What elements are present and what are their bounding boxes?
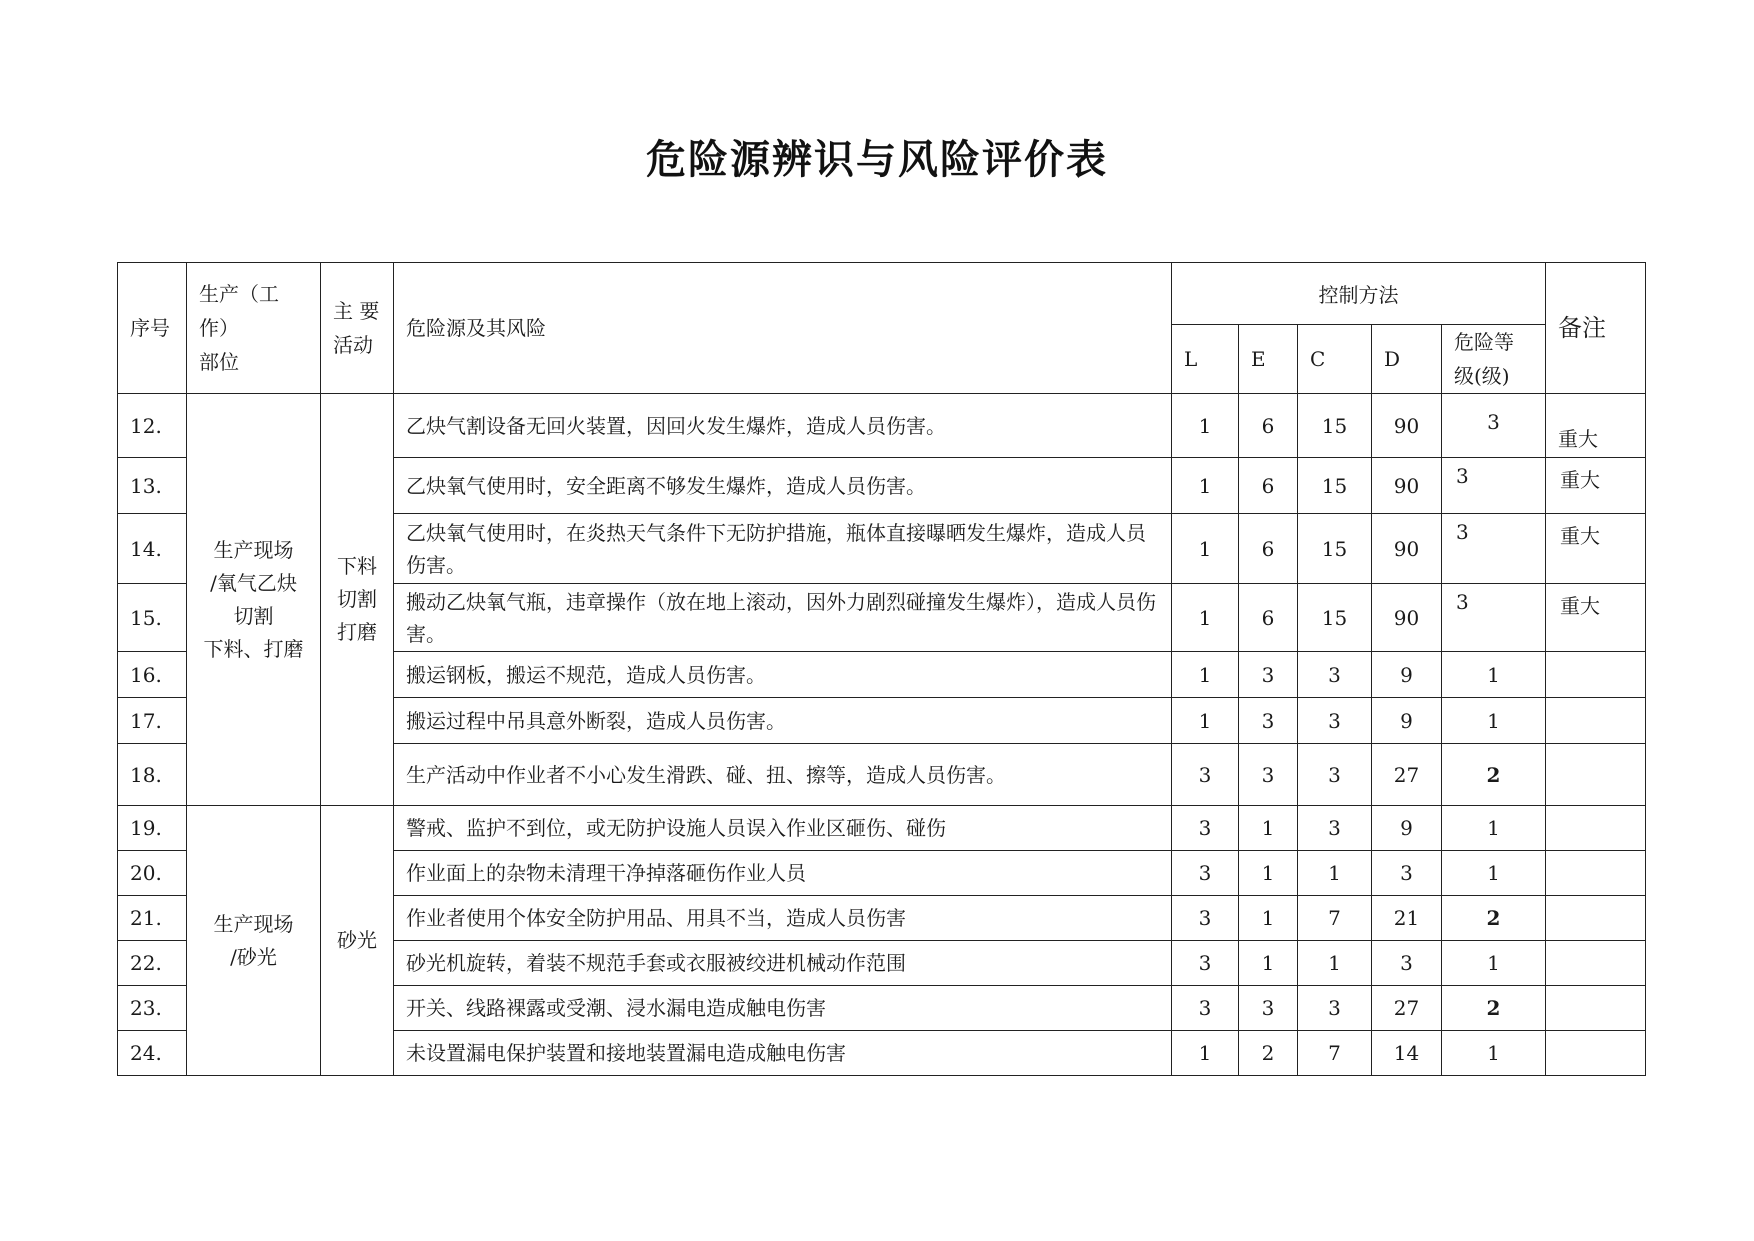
E-cell: 6 bbox=[1239, 458, 1298, 514]
L-cell: 3 bbox=[1172, 986, 1239, 1031]
C-cell: 15 bbox=[1298, 458, 1372, 514]
hazard-cell: 未设置漏电保护装置和接地装置漏电造成触电伤害 bbox=[394, 1031, 1172, 1076]
E-cell: 6 bbox=[1239, 584, 1298, 652]
hazard-cell: 乙炔氧气使用时，安全距离不够发生爆炸，造成人员伤害。 bbox=[394, 458, 1172, 514]
page-title: 危险源辨识与风险评价表 bbox=[646, 137, 1108, 183]
E-cell: 3 bbox=[1239, 652, 1298, 698]
C-cell: 15 bbox=[1298, 584, 1372, 652]
table-row bbox=[118, 394, 1646, 458]
remark-cell: 重大 bbox=[1546, 514, 1646, 584]
D-cell: 3 bbox=[1372, 851, 1442, 896]
location-line: /氧气乙炔 bbox=[210, 570, 297, 595]
row-number: 13. bbox=[118, 458, 187, 514]
header-hazard: 危险源及其风险 bbox=[394, 263, 1172, 394]
C-cell: 7 bbox=[1298, 896, 1372, 941]
D-cell: 90 bbox=[1372, 458, 1442, 514]
hazard-cell: 搬动乙炔氧气瓶，违章操作（放在地上滚动，因外力剧烈碰撞发生爆炸），造成人员伤害。 bbox=[394, 584, 1172, 652]
D-cell: 3 bbox=[1372, 941, 1442, 986]
L-cell: 3 bbox=[1172, 851, 1239, 896]
header-location-line1: 生产（工作） bbox=[199, 282, 279, 340]
row-number: 17. bbox=[118, 698, 187, 744]
hazard-cell: 乙炔气割设备无回火装置，因回火发生爆炸，造成人员伤害。 bbox=[394, 394, 1172, 458]
L-cell: 1 bbox=[1172, 1031, 1239, 1076]
L-cell: 3 bbox=[1172, 941, 1239, 986]
remark-cell bbox=[1546, 1031, 1646, 1076]
C-cell: 3 bbox=[1298, 698, 1372, 744]
D-cell: 9 bbox=[1372, 806, 1442, 851]
level-cell: 3 bbox=[1442, 394, 1546, 458]
level-cell: 3 bbox=[1442, 514, 1546, 584]
remark-cell: 重大 bbox=[1546, 458, 1646, 514]
row-number: 20. bbox=[118, 851, 187, 896]
header-activity bbox=[321, 263, 394, 394]
remark-cell bbox=[1546, 896, 1646, 941]
header-remark: 备注 bbox=[1546, 263, 1646, 394]
level-cell: 2 bbox=[1442, 744, 1546, 806]
E-cell: 3 bbox=[1239, 744, 1298, 806]
level-cell: 2 bbox=[1442, 896, 1546, 941]
C-cell: 3 bbox=[1298, 986, 1372, 1031]
remark-cell bbox=[1546, 744, 1646, 806]
D-cell: 9 bbox=[1372, 652, 1442, 698]
remark-cell bbox=[1546, 806, 1646, 851]
activity-line: 打磨 bbox=[337, 620, 377, 644]
C-cell: 3 bbox=[1298, 806, 1372, 851]
location-line: 切割 bbox=[233, 603, 274, 628]
activity-group-1 bbox=[321, 394, 394, 806]
header-level-line2: 级(级) bbox=[1454, 364, 1510, 388]
L-cell: 1 bbox=[1172, 698, 1239, 744]
row-number: 24. bbox=[118, 1031, 187, 1076]
row-number: 12. bbox=[118, 394, 187, 458]
header-row bbox=[118, 263, 1646, 325]
remark-cell bbox=[1546, 698, 1646, 744]
E-cell: 1 bbox=[1239, 851, 1298, 896]
activity-group-2: 砂光 bbox=[321, 806, 394, 1076]
L-cell: 1 bbox=[1172, 394, 1239, 458]
level-cell: 1 bbox=[1442, 941, 1546, 986]
location-line: 生产现场 bbox=[213, 911, 294, 936]
C-cell: 1 bbox=[1298, 941, 1372, 986]
row-number: 23. bbox=[118, 986, 187, 1031]
header-location-line2: 部位 bbox=[199, 350, 239, 374]
hazard-cell: 警戒、监护不到位，或无防护设施人员误入作业区砸伤、碰伤 bbox=[394, 806, 1172, 851]
header-level bbox=[1442, 325, 1546, 394]
level-cell: 1 bbox=[1442, 698, 1546, 744]
L-cell: 1 bbox=[1172, 458, 1239, 514]
table-row bbox=[118, 806, 1646, 851]
C-cell: 1 bbox=[1298, 851, 1372, 896]
location-line: 生产现场 bbox=[213, 537, 294, 562]
header-location bbox=[187, 263, 321, 394]
header-activity-line2: 活动 bbox=[333, 333, 373, 357]
C-cell: 3 bbox=[1298, 652, 1372, 698]
D-cell: 27 bbox=[1372, 744, 1442, 806]
row-number: 19. bbox=[118, 806, 187, 851]
risk-assessment-table bbox=[117, 262, 1646, 1076]
level-cell: 1 bbox=[1442, 851, 1546, 896]
row-number: 15. bbox=[118, 584, 187, 652]
E-cell: 6 bbox=[1239, 394, 1298, 458]
E-cell: 3 bbox=[1239, 986, 1298, 1031]
row-number: 21. bbox=[118, 896, 187, 941]
remark-cell: 重大 bbox=[1546, 394, 1646, 458]
location-line: /砂光 bbox=[230, 944, 277, 969]
L-cell: 3 bbox=[1172, 896, 1239, 941]
hazard-cell: 开关、线路裸露或受潮、浸水漏电造成触电伤害 bbox=[394, 986, 1172, 1031]
C-cell: 15 bbox=[1298, 514, 1372, 584]
level-cell: 1 bbox=[1442, 806, 1546, 851]
remark-cell bbox=[1546, 851, 1646, 896]
header-D: D bbox=[1372, 325, 1442, 394]
E-cell: 1 bbox=[1239, 896, 1298, 941]
row-number: 16. bbox=[118, 652, 187, 698]
level-cell: 3 bbox=[1442, 584, 1546, 652]
header-control: 控制方法 bbox=[1172, 263, 1546, 325]
hazard-cell: 作业面上的杂物未清理干净掉落砸伤作业人员 bbox=[394, 851, 1172, 896]
activity-line: 切割 bbox=[337, 587, 377, 611]
remark-cell: 重大 bbox=[1546, 584, 1646, 652]
E-cell: 3 bbox=[1239, 698, 1298, 744]
L-cell: 3 bbox=[1172, 744, 1239, 806]
hazard-cell: 作业者使用个体安全防护用品、用具不当，造成人员伤害 bbox=[394, 896, 1172, 941]
L-cell: 1 bbox=[1172, 514, 1239, 584]
header-activity-line1: 主 要 bbox=[333, 299, 380, 323]
C-cell: 15 bbox=[1298, 394, 1372, 458]
header-C: C bbox=[1298, 325, 1372, 394]
E-cell: 1 bbox=[1239, 806, 1298, 851]
level-cell: 1 bbox=[1442, 652, 1546, 698]
E-cell: 2 bbox=[1239, 1031, 1298, 1076]
level-cell: 3 bbox=[1442, 458, 1546, 514]
C-cell: 3 bbox=[1298, 744, 1372, 806]
location-group-2 bbox=[187, 806, 321, 1076]
L-cell: 1 bbox=[1172, 584, 1239, 652]
activity-line: 下料 bbox=[337, 554, 377, 578]
header-L: L bbox=[1172, 325, 1239, 394]
remark-cell bbox=[1546, 652, 1646, 698]
row-number: 18. bbox=[118, 744, 187, 806]
remark-cell bbox=[1546, 986, 1646, 1031]
D-cell: 21 bbox=[1372, 896, 1442, 941]
header-E: E bbox=[1239, 325, 1298, 394]
header-level-line1: 危险等 bbox=[1454, 330, 1514, 354]
hazard-cell: 搬运钢板，搬运不规范，造成人员伤害。 bbox=[394, 652, 1172, 698]
hazard-cell: 搬运过程中吊具意外断裂，造成人员伤害。 bbox=[394, 698, 1172, 744]
hazard-cell: 生产活动中作业者不小心发生滑跌、碰、扭、擦等，造成人员伤害。 bbox=[394, 744, 1172, 806]
L-cell: 3 bbox=[1172, 806, 1239, 851]
E-cell: 1 bbox=[1239, 941, 1298, 986]
level-cell: 1 bbox=[1442, 1031, 1546, 1076]
L-cell: 1 bbox=[1172, 652, 1239, 698]
hazard-cell: 砂光机旋转，着装不规范手套或衣服被绞进机械动作范围 bbox=[394, 941, 1172, 986]
header-seq: 序号 bbox=[118, 263, 187, 394]
D-cell: 27 bbox=[1372, 986, 1442, 1031]
D-cell: 9 bbox=[1372, 698, 1442, 744]
hazard-cell: 乙炔氧气使用时，在炎热天气条件下无防护措施，瓶体直接曝晒发生爆炸，造成人员伤害。 bbox=[394, 514, 1172, 584]
level-cell: 2 bbox=[1442, 986, 1546, 1031]
D-cell: 14 bbox=[1372, 1031, 1442, 1076]
D-cell: 90 bbox=[1372, 514, 1442, 584]
row-number: 14. bbox=[118, 514, 187, 584]
location-line: 下料、打磨 bbox=[203, 636, 304, 661]
E-cell: 6 bbox=[1239, 514, 1298, 584]
D-cell: 90 bbox=[1372, 394, 1442, 458]
D-cell: 90 bbox=[1372, 584, 1442, 652]
C-cell: 7 bbox=[1298, 1031, 1372, 1076]
row-number: 22. bbox=[118, 941, 187, 986]
remark-cell bbox=[1546, 941, 1646, 986]
location-group-1 bbox=[187, 394, 321, 806]
